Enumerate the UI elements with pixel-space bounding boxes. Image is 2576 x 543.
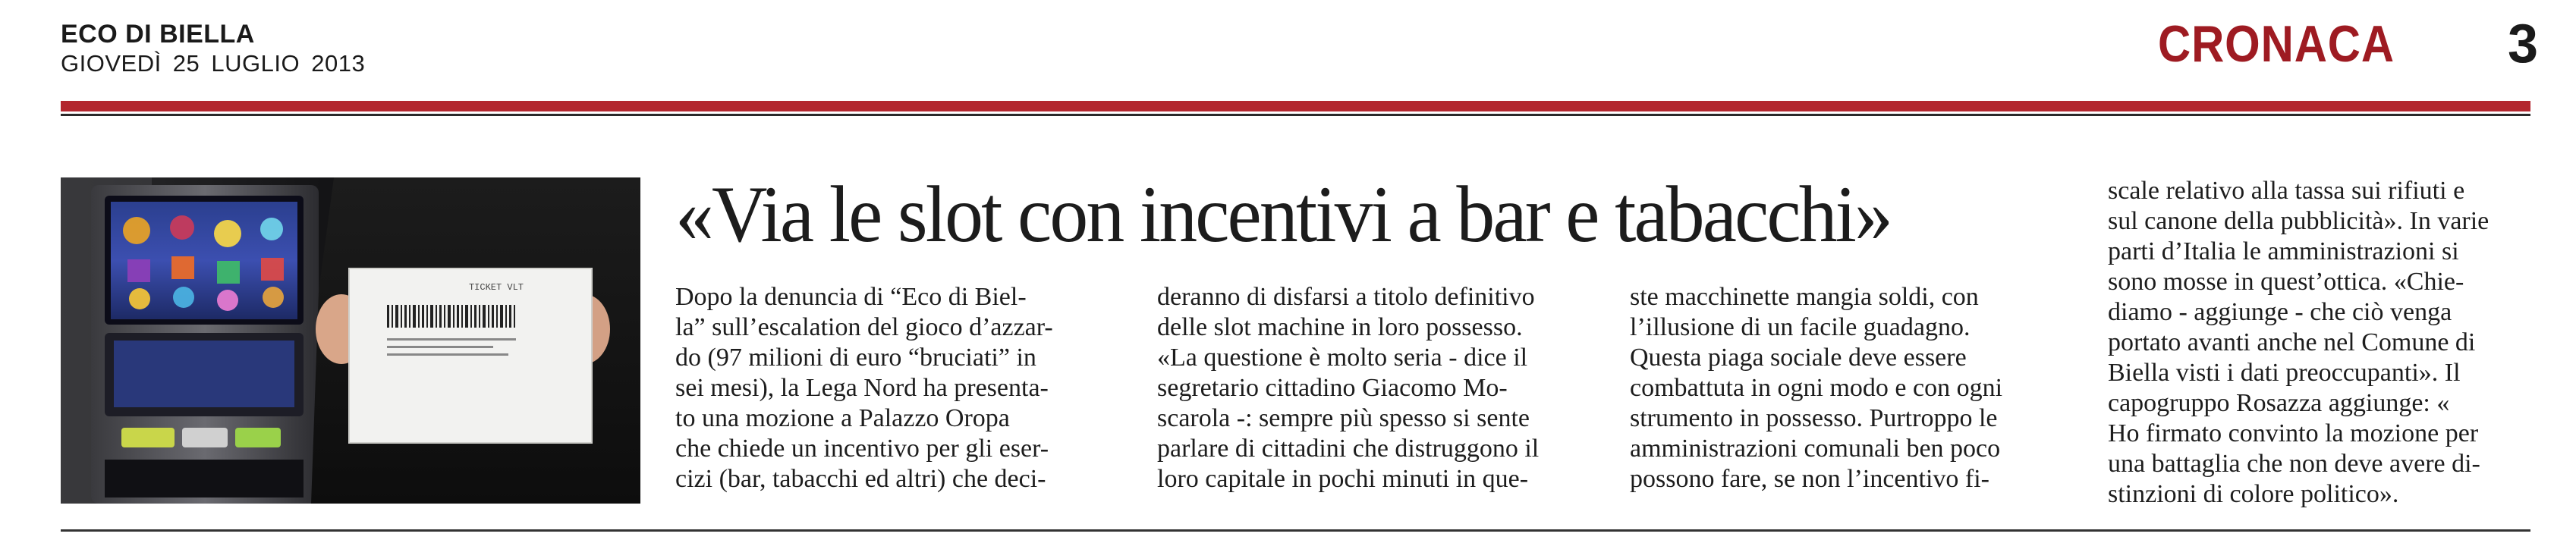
article-text-line: stinzioni di colore politico».	[2108, 480, 2399, 508]
article-text-line: parlare di cittadini che distruggono il	[1157, 435, 1540, 463]
article-text-line: scale relativo alla tassa sui rifiuti e	[2108, 177, 2465, 205]
footer-rule	[61, 529, 2530, 532]
article-text-line: che chiede un incentivo per gli eser-	[675, 435, 1049, 463]
article-text-line: do (97 milioni di euro “bruciati” in	[675, 344, 1036, 372]
article-text-line: deranno di disfarsi a titolo definitivo	[1157, 283, 1535, 311]
section-title: CRONACA	[2157, 15, 2395, 73]
article-text-line: una battaglia che non deve avere di-	[2108, 450, 2480, 478]
article-text-line: scarola -: sempre più spesso si sente	[1157, 404, 1530, 432]
article-text-line: Biella visti i dati preoccupanti». Il	[2108, 359, 2461, 387]
article-text-line: ste macchinette mangia soldi, con	[1630, 283, 1979, 311]
article-text-line: portato avanti anche nel Comune di	[2108, 328, 2476, 356]
article-text-line: possono fare, se non l’incentivo fi-	[1630, 465, 1989, 493]
article-text-line: segretario cittadino Giacomo Mo-	[1157, 374, 1508, 402]
article-text-line: capogruppo Rosazza aggiunge: «	[2108, 389, 2450, 417]
masthead	[61, 20, 365, 79]
article-column-1	[675, 282, 1123, 494]
article-column-3	[1630, 282, 2077, 494]
article-text-line: Dopo la denuncia di “Eco di Biel-	[675, 283, 1027, 311]
article-photo	[61, 177, 640, 504]
article-text-line: cizi (bar, tabacchi ed altri) che deci-	[675, 465, 1046, 493]
page-number: 3	[2507, 14, 2538, 74]
article-text-line: strumento in possesso. Purtroppo le	[1630, 404, 1998, 432]
newspaper-name: ECO DI BIELLA	[61, 20, 255, 49]
article-column-2	[1157, 282, 1605, 494]
article-text-line: amministrazioni comunali ben poco	[1630, 435, 2001, 463]
article-headline: «Via le slot con incentivi a bar e tabacchi»	[675, 170, 1892, 259]
article-text-line: loro capitale in pochi minuti in que-	[1157, 465, 1529, 493]
article-column-4	[2108, 176, 2530, 510]
article-text-line: sul canone della pubblicità». In varie	[2108, 207, 2490, 235]
article-text-line: Ho firmato convinto la mozione per	[2108, 419, 2479, 447]
ticket-text: TICKET VLT	[468, 282, 524, 293]
header-rule-thin	[61, 114, 2530, 116]
article-text-line: l’illusione di un facile guadagno.	[1630, 313, 1971, 341]
article-text-line: combattuta in ogni modo e con ogni	[1630, 374, 2003, 402]
article-text-line: la” sull’escalation del gioco d’azzar-	[675, 313, 1053, 341]
article-text-line: «La questione è molto seria - dice il	[1157, 344, 1528, 372]
article-text-line: diamo - aggiunge - che ciò venga	[2108, 298, 2452, 326]
article-text-line: sei mesi), la Lega Nord ha presenta-	[675, 374, 1049, 402]
slot-machine-illustration	[61, 177, 640, 504]
issue-date: GIOVEDÌ 25 LUGLIO 2013	[61, 50, 366, 77]
article-text-line: Questa piaga sociale deve essere	[1630, 344, 1967, 372]
article-text-line: to una mozione a Palazzo Oropa	[675, 404, 1010, 432]
article-text-line: delle slot machine in loro possesso.	[1157, 313, 1523, 341]
header-rule-red	[61, 101, 2530, 111]
article-text-line: sono mosse in quest’ottica. «Chie-	[2108, 268, 2464, 296]
article-text-line: parti d’Italia le amministrazioni si	[2108, 237, 2459, 265]
